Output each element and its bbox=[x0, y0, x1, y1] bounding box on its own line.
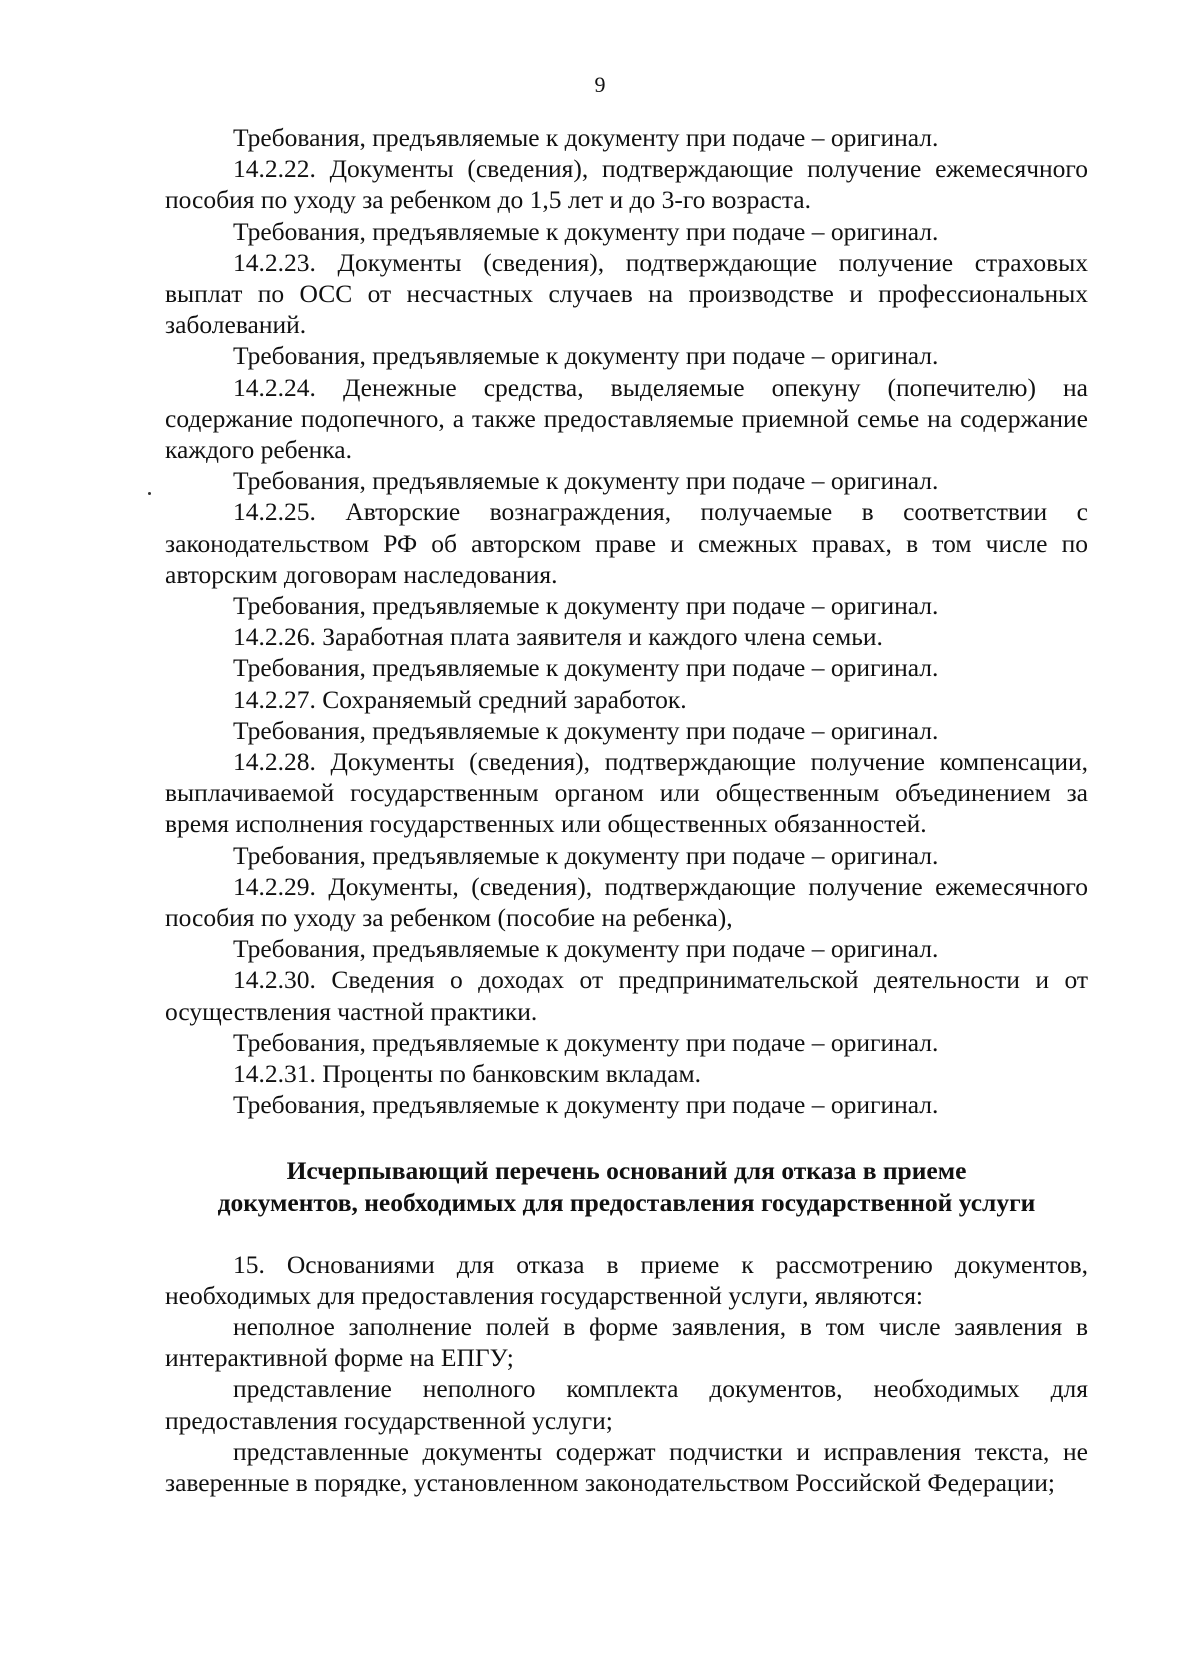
paragraph: 14.2.27. Сохраняемый средний заработок. bbox=[233, 684, 687, 714]
paragraph: 14.2.22. Документы (сведения), подтверждающие получение ежемесячного пособия по уходу за ребенком до 1,5 лет и до 3-го возраста. bbox=[165, 154, 1088, 215]
paragraph: Требования, предъявляемые к документу при подаче – оригинал. bbox=[233, 123, 939, 152]
paragraph: Требования, предъявляемые к документу при подаче – оригинал. bbox=[233, 1027, 939, 1057]
section-heading-line: Исчерпывающий перечень оснований для отказа в приеме bbox=[286, 1155, 967, 1185]
section-heading-line: документов, необходимых для предоставления государственной услуги bbox=[217, 1187, 1036, 1217]
paragraph: представленные документы содержат подчистки и исправления текста, не заверенные в порядке, установленном законодательством Российской Федерации; bbox=[165, 1436, 1088, 1497]
paragraph: 14.2.30. Сведения о доходах от предпринимательской деятельности и от осуществления частной практики. bbox=[165, 965, 1088, 1026]
page-number: 9 bbox=[594, 72, 606, 97]
paragraph: 14.2.24. Денежные средства, выделяемые опекуну (попечителю) на содержание подопечного, а также предоставляемые приемной семье на содержание каждого ребенка. bbox=[165, 372, 1088, 465]
document-body bbox=[165, 122, 1088, 1498]
paragraph: Требования, предъявляемые к документу при подаче – оригинал. bbox=[233, 715, 939, 745]
paragraph: Требования, предъявляемые к документу при подаче – оригинал. bbox=[233, 1090, 939, 1120]
paragraph: 15. Основаниями для отказа в приеме к рассмотрению документов, необходимых для предоставления государственной услуги, являются: bbox=[165, 1249, 1088, 1310]
paragraph: 14.2.26. Заработная плата заявителя и каждого члена семьи. bbox=[233, 622, 883, 652]
paragraph: Требования, предъявляемые к документу при подаче – оригинал. bbox=[233, 466, 939, 496]
paragraph: неполное заполнение полей в форме заявления, в том числе заявления в интерактивной форме на ЕПГУ; bbox=[165, 1311, 1088, 1373]
paragraph: 14.2.23. Документы (сведения), подтверждающие получение страховых выплат по ОСС от несчастных случаев на производстве и профессиональных заболеваний. bbox=[165, 247, 1088, 340]
paragraph: Требования, предъявляемые к документу при подаче – оригинал. bbox=[233, 653, 939, 683]
paragraph: Требования, предъявляемые к документу при подаче – оригинал. bbox=[233, 216, 939, 246]
paragraph: Требования, предъявляемые к документу при подаче – оригинал. bbox=[233, 934, 939, 964]
paragraph: 14.2.25. Авторские вознаграждения, получаемые в соответствии с законодательством РФ об авторском праве и смежных правах, в том числе по авторским договорам наследования. bbox=[165, 497, 1088, 589]
paragraph: Требования, предъявляемые к документу при подаче – оригинал. bbox=[233, 341, 939, 371]
paragraph: 14.2.31. Проценты по банковским вкладам. bbox=[233, 1059, 702, 1089]
paragraph: Требования, предъявляемые к документу при подаче – оригинал. bbox=[233, 591, 939, 621]
scan-speck bbox=[148, 492, 151, 495]
paragraph: представление неполного комплекта документов, необходимых для предоставления государственной услуги; bbox=[165, 1374, 1088, 1435]
paragraph: 14.2.28. Документы (сведения), подтверждающие получение компенсации, выплачиваемой государственным органом или общественным объединением за время исполнения государственных или общественных обязанностей. bbox=[165, 747, 1088, 839]
section-heading bbox=[165, 1155, 1088, 1219]
paragraph: Требования, предъявляемые к документу при подаче – оригинал. bbox=[233, 840, 939, 870]
paragraph: 14.2.29. Документы, (сведения), подтверждающие получение ежемесячного пособия по уходу за ребенком (пособие на ребенка), bbox=[165, 871, 1088, 933]
